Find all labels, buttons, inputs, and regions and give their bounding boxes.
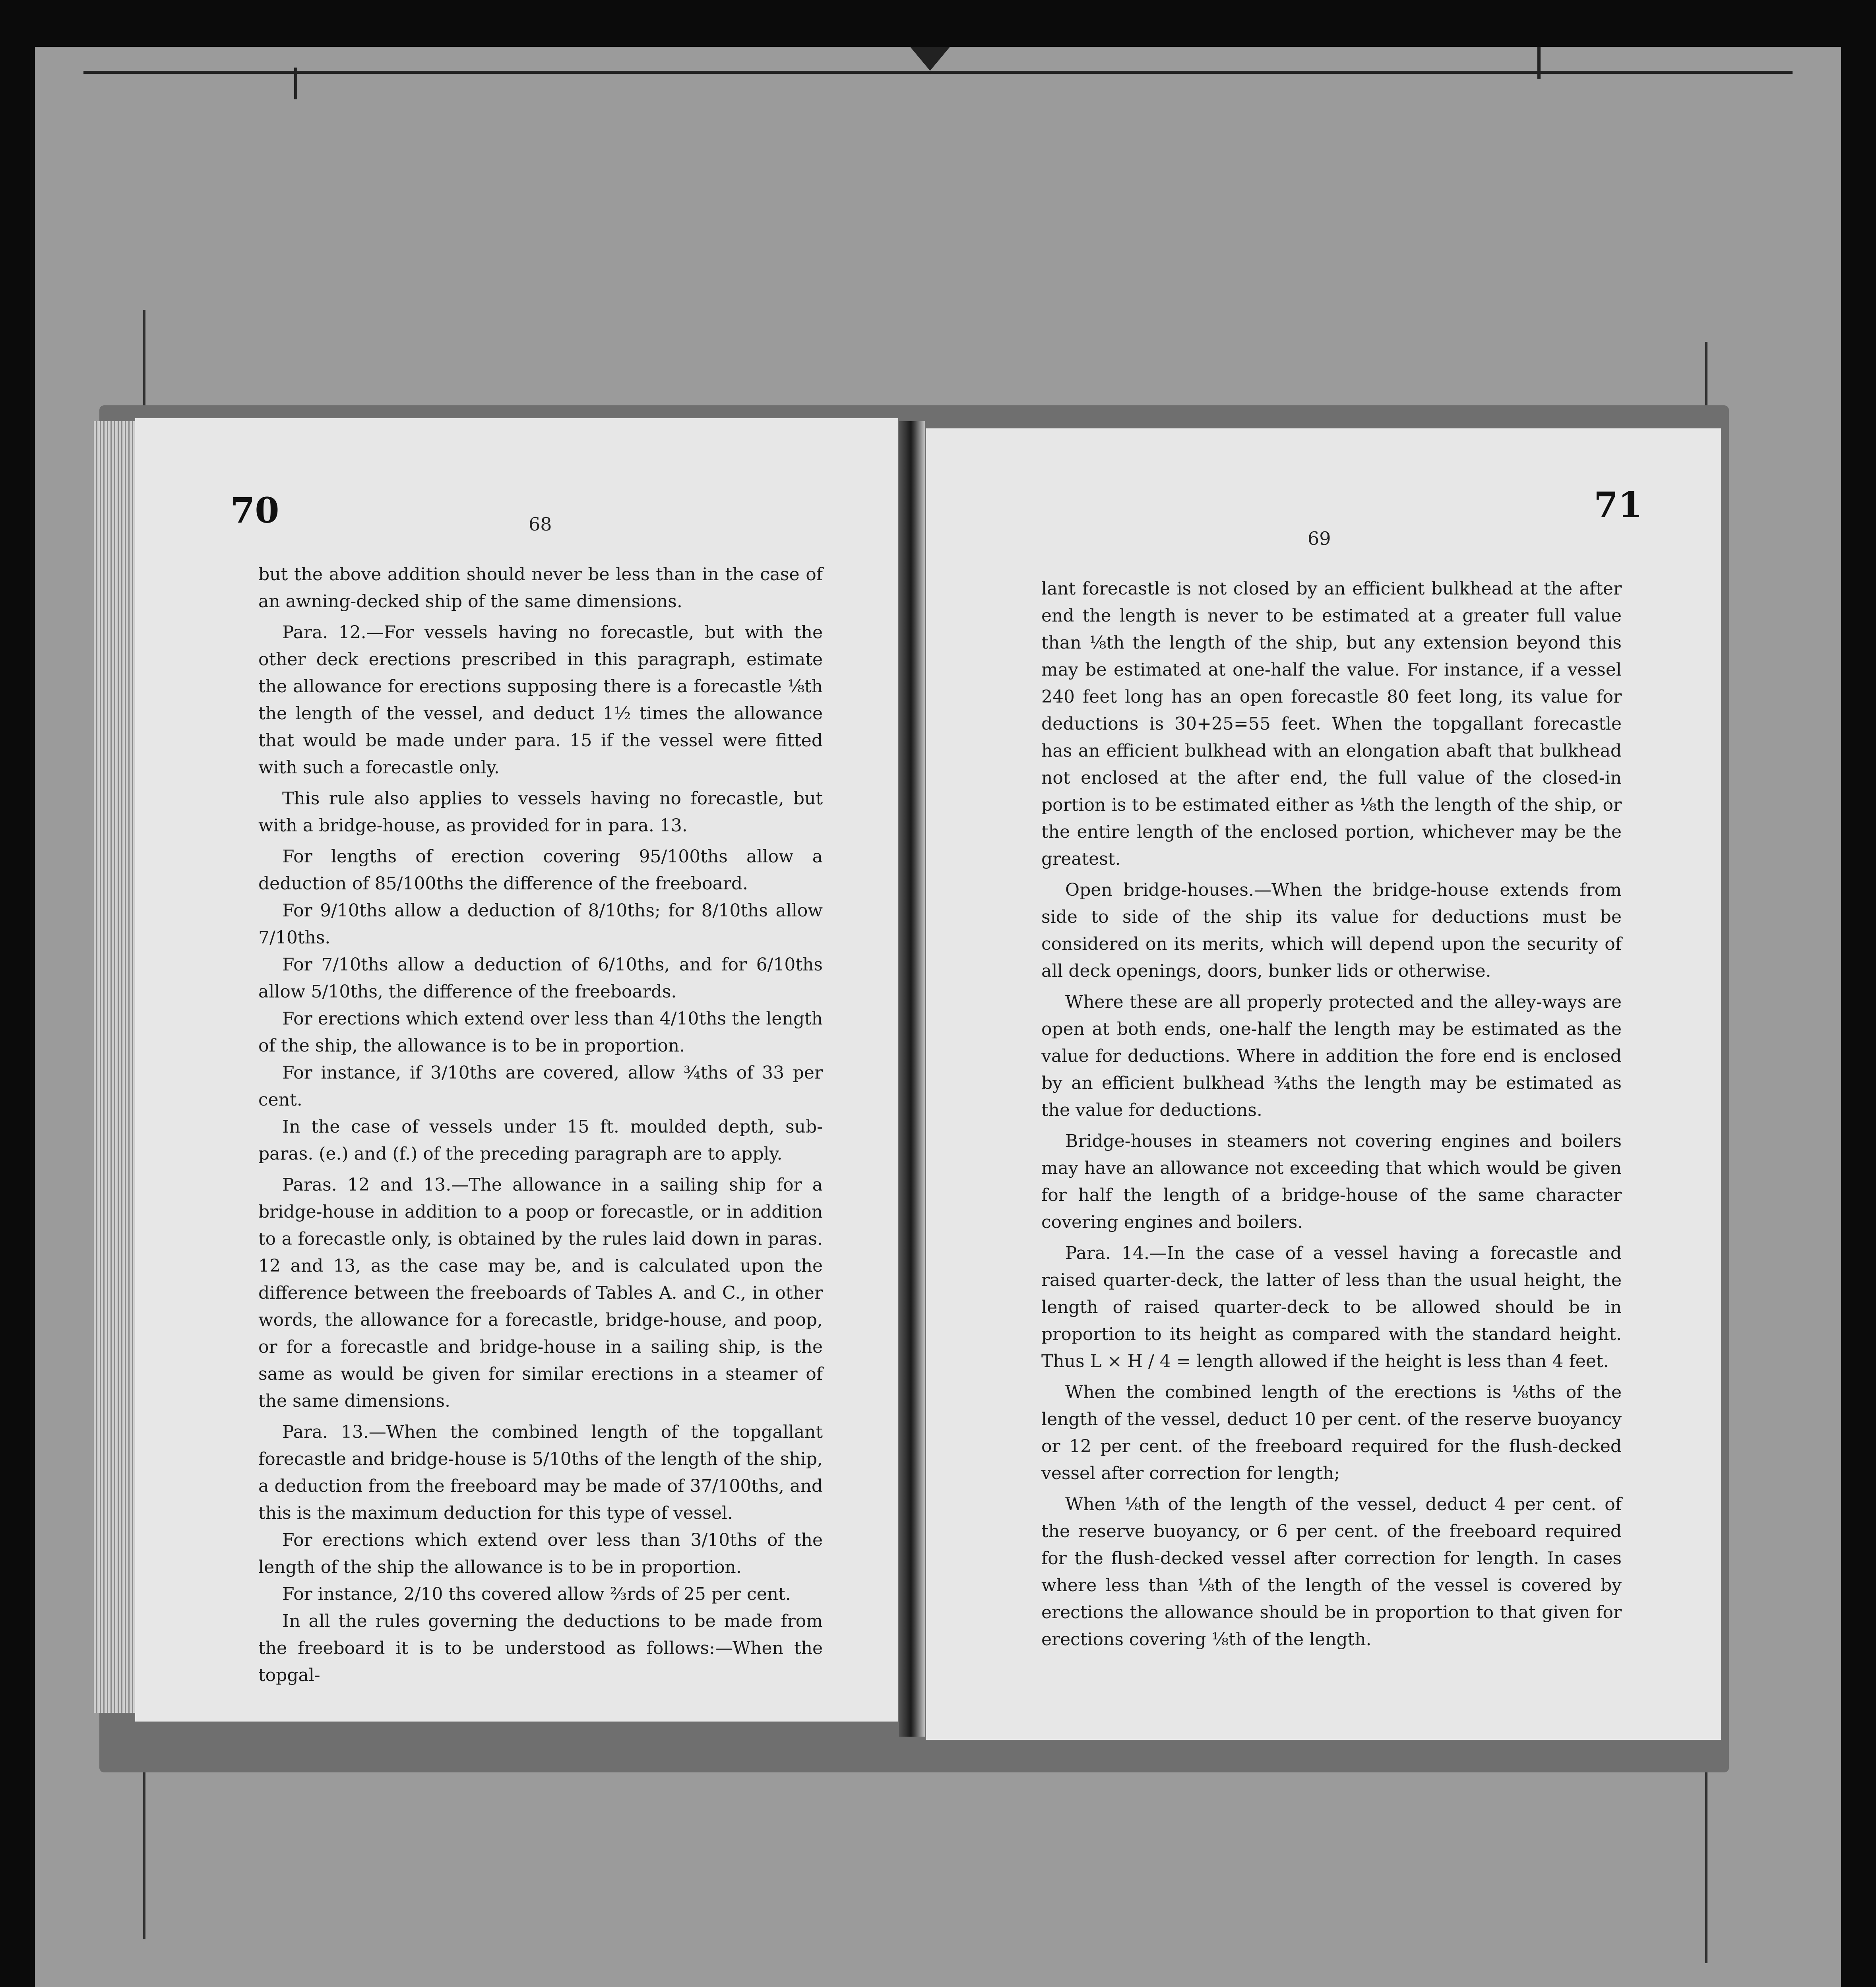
rule-tick [294, 68, 297, 99]
paragraph: Para. 14.—In the case of a vessel having a forecastle and raised quarter-deck, the latter of less than the usual height, the length of raised quarter-deck to be allowed should be in proportion to its height as compared with the standard height. Thus L × H / 4 = length allowed if the height is less than 4 feet. [1041, 1243, 1622, 1371]
paragraph: In all the rules governing the deductions to be made from the freeboard it is to be understood as follows:—When the topgal- [258, 1611, 823, 1685]
paragraph: Where these are all properly protected and the alley-ways are open at both ends, one-half the length may be estimated as the value for deductions. Where in addition the fore end is enclosed by an efficient bulkhead ¾ths the length may be estimated as the value for deductions. [1041, 992, 1622, 1120]
right-page [926, 428, 1721, 1740]
paragraph: For erections which extend over less than 3/10ths of the length of the ship the allowance is to be in proportion. [258, 1530, 823, 1577]
paragraph: For 7/10ths allow a deduction of 6/10ths, and for 6/10ths allow 5/10ths, the difference of the freeboards. [258, 955, 823, 1002]
printed-page-number-right: 69 [1308, 528, 1331, 549]
paragraph: This rule also applies to vessels having no forecastle, but with a bridge-house, as provided for in para. 13. [258, 788, 823, 836]
left-page-text [258, 561, 823, 1689]
paragraph: In the case of vessels under 15 ft. moulded depth, sub-paras. (e.) and (f.) of the preceding paragraph are to apply. [258, 1117, 823, 1164]
left-page [135, 418, 898, 1722]
book-gutter [899, 421, 925, 1737]
paragraph: Open bridge-houses.—When the bridge-house extends from side to side of the ship its value for deductions must be considered on its merits, which will depend upon the security of all deck openings, doors, bunker lids or otherwise. [1041, 880, 1622, 981]
archive-page-number-left: 70 [231, 490, 279, 531]
paragraph: For lengths of erection covering 95/100ths allow a deduction of 85/100ths the difference of the freeboard. [258, 846, 823, 894]
right-page-text [1041, 575, 1622, 1653]
paragraph: Bridge-houses in steamers not covering engines and boilers may have an allowance not exceeding that which would be given for half the length of a bridge-house of the same character covering engines and boilers. [1041, 1131, 1622, 1232]
archive-page-number-right: 71 [1594, 484, 1643, 525]
paragraph: When ⅛th of the length of the vessel, deduct 4 per cent. of the reserve buoyancy, or 6 per cent. of the freeboard required for the flush-decked vessel after correction for length. In cases where less than ⅛th of the length of the vessel is covered by erections the allowance should be in proportion to that given for erections covering ⅛th of the length. [1041, 1494, 1622, 1650]
paragraph: For instance, 2/10 ths covered allow ⅔rds of 25 per cent. [282, 1584, 791, 1604]
paragraph: Para. 13.—When the combined length of the topgallant forecastle and bridge-house is 5/10ths of the length of the ship, a deduction from the freeboard may be made of 37/100ths, and this is the maximum deduction for this type of vessel. [258, 1422, 823, 1523]
frame-notch [910, 47, 950, 71]
paragraph: lant forecastle is not closed by an efficient bulkhead at the after end the length is never to be estimated at a greater full value than ⅛th the length of the ship, but any extension beyond this may be estimated at one-half the value. For instance, if a vessel 240 feet long has an open forecastle 80 feet long, its value for deductions is 30+25=55 feet. When the topgallant forecastle has an efficient bulkhead with an elongation abaft that bulkhead not enclosed at the after end, the full value of the closed-in portion is to be estimated either as ⅛th the length of the ship, or the entire length of the enclosed portion, whichever may be the greatest. [1041, 579, 1622, 869]
paragraph: For erections which extend over less than 4/10ths the length of the ship, the allowance is to be in proportion. [258, 1009, 823, 1056]
top-rule [83, 71, 1793, 74]
paragraph: but the above addition should never be less than in the case of an awning-decked ship of the same dimensions. [258, 564, 823, 612]
paragraph: Para. 12.—For vessels having no forecastle, but with the other deck erections prescribed in this paragraph, estimate the allowance for erections supposing there is a forecastle ⅛th the length of the vessel, and deduct 1½ times the allowance that would be made under para. 15 if the vessel were fitted with such a forecastle only. [258, 622, 823, 778]
paragraph: Paras. 12 and 13.—The allowance in a sailing ship for a bridge-house in addition to a poop or forecastle, or in addition to a forecastle only, is obtained by the rules laid down in paras. 12 and 13, as the case may be, and is calculated upon the difference between the freeboards of Tables A. and C., in other words, the allowance for a forecastle, bridge-house, and poop, or for a forecastle and bridge-house in a sailing ship, is the same as would be given for similar erections in a steamer of the same dimensions. [258, 1175, 823, 1411]
paragraph: For 9/10ths allow a deduction of 8/10ths; for 8/10ths allow 7/10ths. [258, 901, 823, 948]
paragraph: When the combined length of the erections is ⅛ths of the length of the vessel, deduct 10 per cent. of the reserve buoyancy or 12 per cent. of the freeboard required for the flush-decked vessel after correction for length; [1041, 1382, 1622, 1483]
paragraph: For instance, if 3/10ths are covered, allow ¾ths of 33 per cent. [258, 1063, 823, 1110]
rule-tick [1537, 47, 1541, 79]
printed-page-number-left: 68 [529, 513, 552, 535]
